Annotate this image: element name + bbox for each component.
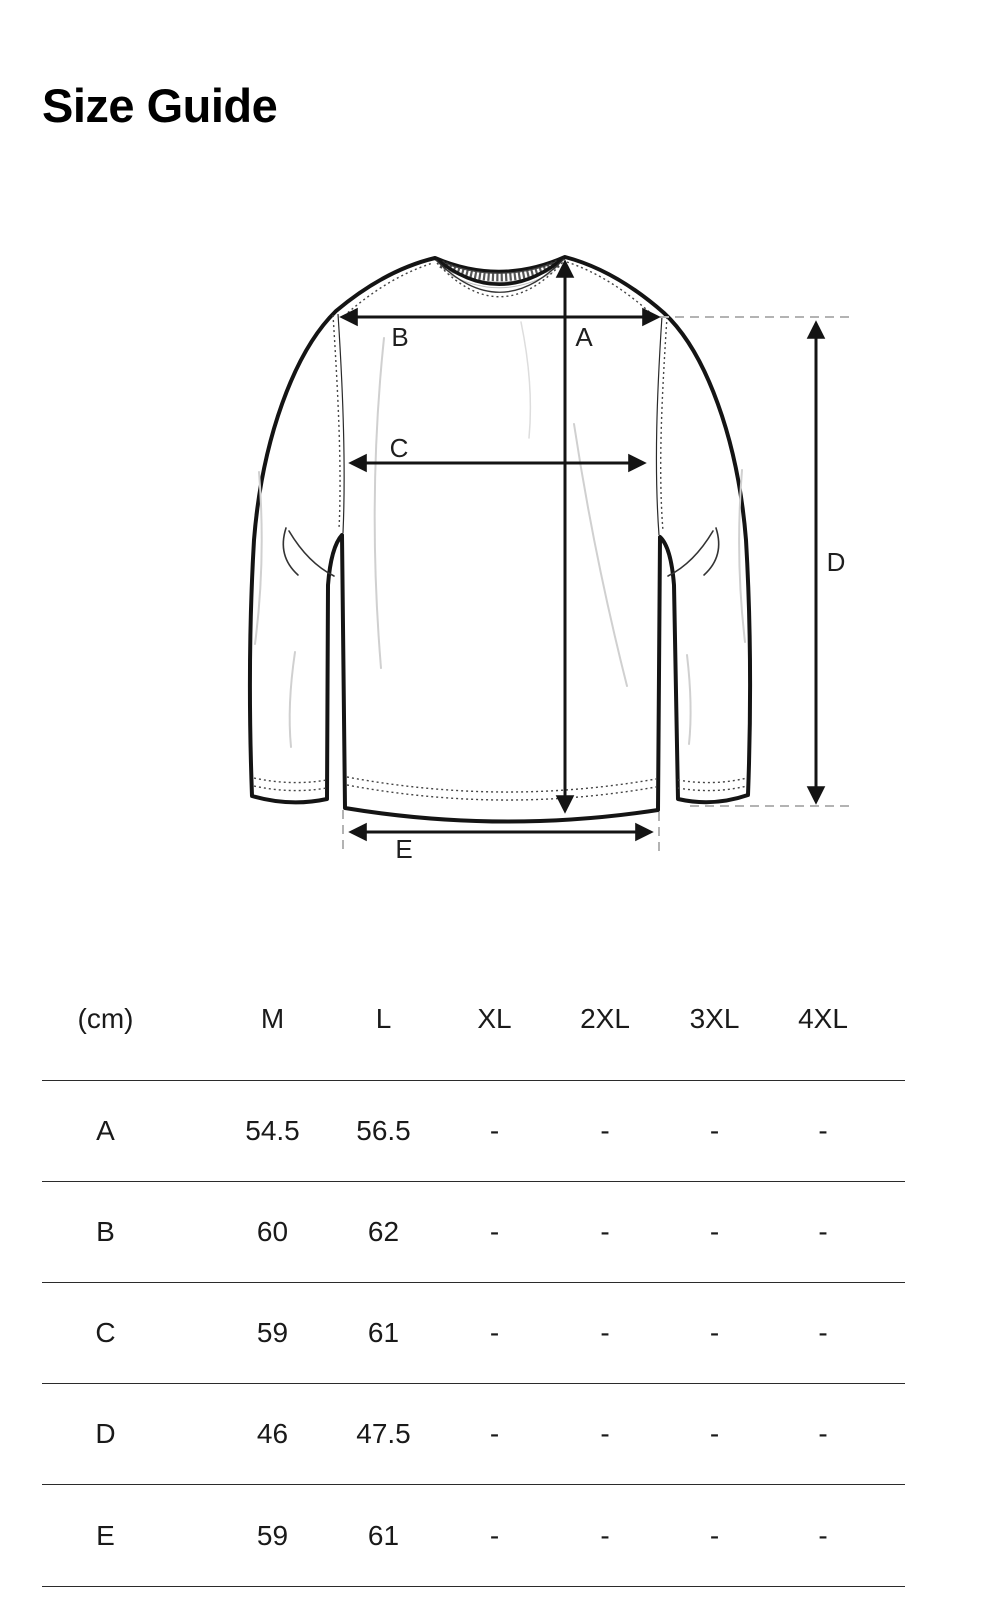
label-c: C: [389, 433, 409, 463]
size-value-cell: 46: [189, 1384, 328, 1485]
size-table-header-row: [42, 958, 905, 1081]
shirt-outline: [250, 257, 750, 822]
label-a: A: [575, 322, 593, 352]
size-value-cell: -: [439, 1182, 550, 1283]
table-row-a: [42, 1081, 905, 1182]
size-value-cell: -: [439, 1485, 550, 1587]
table-row-b: [42, 1182, 905, 1283]
column-header-4xl: 4XL: [769, 958, 905, 1081]
size-value-cell: -: [660, 1485, 769, 1587]
size-value-cell: 56.5: [328, 1081, 439, 1182]
size-value-cell: -: [769, 1485, 905, 1587]
size-value-cell: -: [439, 1283, 550, 1384]
size-table-body: [42, 1081, 905, 1587]
row-label: B: [42, 1182, 189, 1283]
size-value-cell: -: [550, 1081, 660, 1182]
size-value-cell: -: [769, 1081, 905, 1182]
size-value-cell: -: [660, 1384, 769, 1485]
size-value-cell: 59: [189, 1485, 328, 1587]
row-label: A: [42, 1081, 189, 1182]
table-row-c: [42, 1283, 905, 1384]
size-value-cell: 59: [189, 1283, 328, 1384]
unit-header: (cm): [42, 958, 189, 1081]
size-value-cell: -: [660, 1081, 769, 1182]
column-header-2xl: 2XL: [550, 958, 660, 1081]
column-header-l: L: [328, 958, 439, 1081]
size-value-cell: -: [660, 1182, 769, 1283]
size-value-cell: -: [550, 1182, 660, 1283]
label-e: E: [395, 834, 413, 864]
size-value-cell: -: [550, 1283, 660, 1384]
size-value-cell: -: [660, 1283, 769, 1384]
size-value-cell: -: [550, 1485, 660, 1587]
label-b: B: [391, 322, 409, 352]
size-value-cell: -: [439, 1081, 550, 1182]
column-header-3xl: 3XL: [660, 958, 769, 1081]
column-header-m: M: [189, 958, 328, 1081]
page-title: Size Guide: [42, 79, 278, 132]
size-table-head: [42, 958, 905, 1081]
table-row-e: [42, 1485, 905, 1587]
size-value-cell: 61: [328, 1283, 439, 1384]
size-value-cell: -: [769, 1182, 905, 1283]
size-value-cell: 47.5: [328, 1384, 439, 1485]
shirt-illustration: [250, 257, 750, 822]
label-d: D: [826, 547, 846, 577]
size-value-cell: -: [769, 1384, 905, 1485]
size-table: [42, 958, 905, 1587]
size-value-cell: 62: [328, 1182, 439, 1283]
size-value-cell: -: [550, 1384, 660, 1485]
size-value-cell: 54.5: [189, 1081, 328, 1182]
column-header-xl: XL: [439, 958, 550, 1081]
row-label: C: [42, 1283, 189, 1384]
size-value-cell: 61: [328, 1485, 439, 1587]
row-label: E: [42, 1485, 189, 1587]
row-label: D: [42, 1384, 189, 1485]
table-row-d: [42, 1384, 905, 1485]
size-value-cell: -: [769, 1283, 905, 1384]
size-value-cell: 60: [189, 1182, 328, 1283]
size-value-cell: -: [439, 1384, 550, 1485]
